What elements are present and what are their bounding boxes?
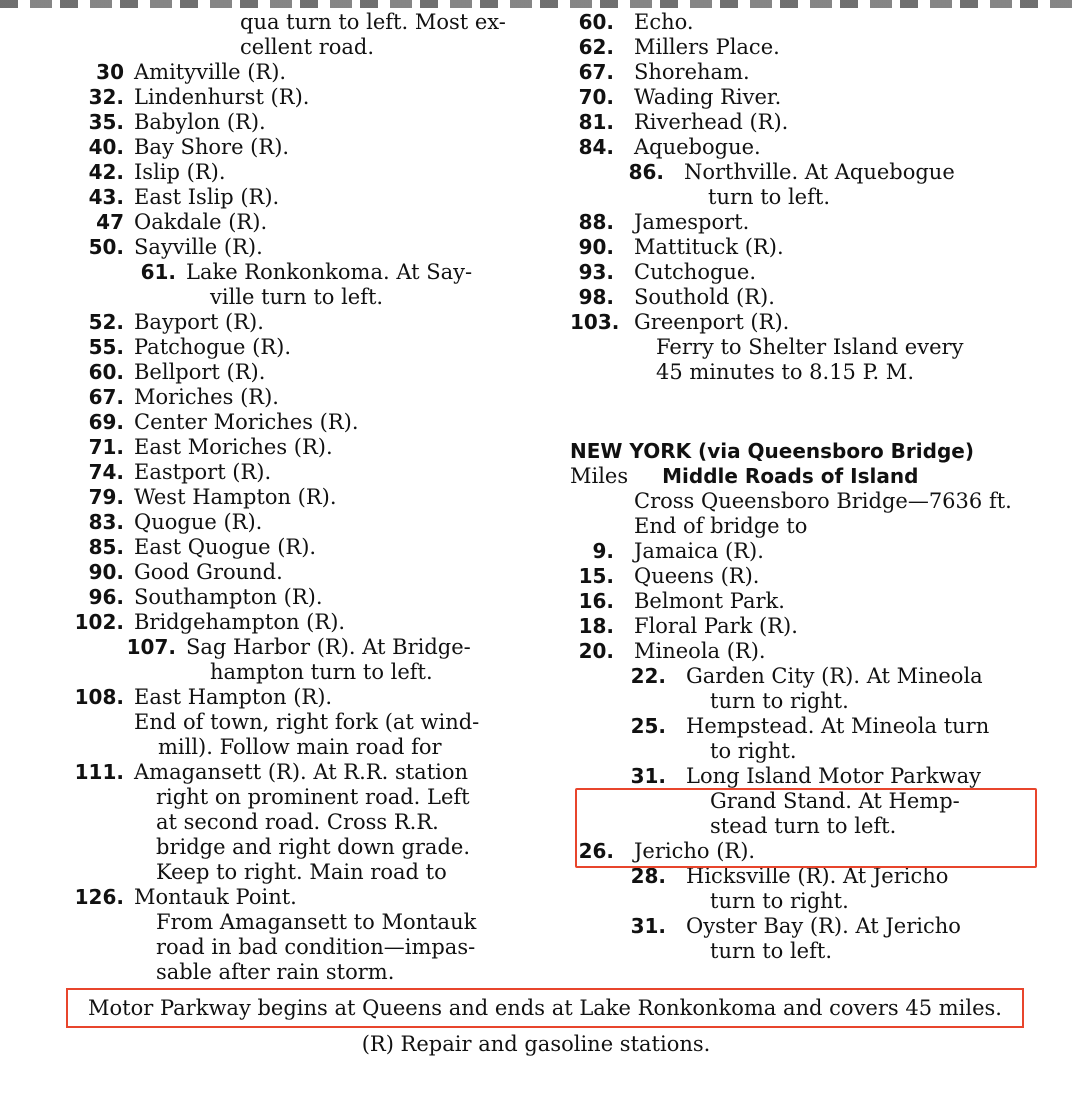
route-entry: 71. East Moriches (R). bbox=[88, 435, 333, 459]
legend-note: (R) Repair and gasoline stations. bbox=[361, 1032, 711, 1056]
route-entry: 18. Floral Park (R). bbox=[578, 614, 798, 638]
route-entry: 60. Bellport (R). bbox=[88, 360, 266, 384]
route-entry: 90. Mattituck (R). bbox=[578, 235, 784, 259]
route-sub-entry: 107. Sag Harbor (R). At Bridge- hampton turn to left. bbox=[126, 635, 471, 684]
route-entry: 108. East Hampton (R). bbox=[74, 685, 333, 709]
route-entry: 43. East Islip (R). bbox=[88, 185, 280, 209]
route-entry: 103. Greenport (R). Ferry to Shelter Island every 45 minutes to 8.15 P. M. bbox=[570, 310, 964, 384]
route-entry: 111. Amagansett (R). At R.R. station right on prominent road. Left at second road. Cross R.R. bridge and right down grade. Keep to right. Main road to bbox=[74, 760, 470, 884]
route-note: End of town, right fork (at wind- mill). Follow main road for bbox=[134, 710, 480, 759]
route-entry: 102. Bridgehampton (R). bbox=[74, 610, 346, 634]
right-column bbox=[570, 10, 1032, 964]
section-subheader bbox=[570, 464, 1032, 489]
route-sub-entry: 61. Lake Ronkonkoma. At Say- ville turn to left. bbox=[140, 260, 473, 309]
route-sub-entry: 31. Oyster Bay (R). At Jericho turn to left. bbox=[630, 914, 961, 963]
intro-text: qua turn to left. Most ex- cellent road. bbox=[240, 10, 506, 59]
torn-page-edge bbox=[0, 0, 1072, 8]
route-entry: 60. Echo. bbox=[578, 10, 694, 34]
route-entry: 52. Bayport (R). bbox=[88, 310, 264, 334]
highlighted-entry-motor-parkway: 31. Long Island Motor Parkway Grand Stand. At Hemp- stead turn to left. bbox=[630, 764, 981, 838]
route-entry: 9. Jamaica (R). bbox=[592, 539, 764, 563]
route-entry: 69. Center Moriches (R). bbox=[88, 410, 359, 434]
route-entry: 32. Lindenhurst (R). bbox=[88, 85, 310, 109]
route-sub-entry: 86. Northville. At Aquebogue turn to left. bbox=[628, 160, 955, 209]
route-entry: 96. Southampton (R). bbox=[88, 585, 323, 609]
route-entry: 35. Babylon (R). bbox=[88, 110, 266, 134]
route-entry: 70. Wading River. bbox=[578, 85, 782, 109]
route-entry: 26. Jericho (R). bbox=[578, 839, 756, 863]
route-entry: 98. Southold (R). bbox=[578, 285, 775, 309]
route-entry: 30 Amityville (R). bbox=[96, 60, 287, 84]
route-entry: 47 Oakdale (R). bbox=[96, 210, 268, 234]
route-entry: 79. West Hampton (R). bbox=[88, 485, 337, 509]
miles-label: Miles bbox=[570, 464, 629, 488]
route-entry: 50. Sayville (R). bbox=[88, 235, 263, 259]
route-entry: 126. Montauk Point. From Amagansett to Montauk road in bad condition—impas- sable after rain storm. bbox=[74, 885, 477, 984]
new-york-section bbox=[570, 439, 1032, 964]
route-entry: 62. Millers Place. bbox=[578, 35, 780, 59]
route-entry: 42. Islip (R). bbox=[88, 160, 226, 184]
route-entry: 84. Aquebogue. bbox=[578, 135, 761, 159]
left-column bbox=[62, 10, 532, 985]
route-entry: 81. Riverhead (R). bbox=[578, 110, 789, 134]
route-entry: 67. Shoreham. bbox=[578, 60, 750, 84]
route-entry: 88. Jamesport. bbox=[578, 210, 750, 234]
route-entry: 15. Queens (R). bbox=[578, 564, 760, 588]
route-entry: 93. Cutchogue. bbox=[578, 260, 757, 284]
route-entry: 40. Bay Shore (R). bbox=[88, 135, 290, 159]
section-subtitle: Middle Roads of Island bbox=[662, 464, 919, 488]
route-sub-entry: 28. Hicksville (R). At Jericho turn to right. bbox=[630, 864, 949, 913]
route-entry: 55. Patchogue (R). bbox=[88, 335, 292, 359]
highlighted-footnote: Motor Parkway begins at Queens and ends at Lake Ronkonkoma and covers 45 miles. bbox=[66, 988, 1024, 1028]
route-entry: 16. Belmont Park. bbox=[578, 589, 785, 613]
route-sub-entry: 22. Garden City (R). At Mineola turn to right. bbox=[630, 664, 983, 713]
route-entry: 83. Quogue (R). bbox=[88, 510, 263, 534]
route-sub-entry: 25. Hempstead. At Mineola turn to right. bbox=[630, 714, 990, 763]
section-title: NEW YORK (via Queensboro Bridge) bbox=[570, 439, 974, 463]
route-entry: 74. Eastport (R). bbox=[88, 460, 272, 484]
bridge-note: Cross Queensboro Bridge—7636 ft. End of bridge to bbox=[634, 489, 1012, 538]
route-entry: 20. Mineola (R). bbox=[578, 639, 766, 663]
route-entry: 85. East Quogue (R). bbox=[88, 535, 317, 559]
route-entry: 90. Good Ground. bbox=[88, 560, 283, 584]
route-entry: 67. Moriches (R). bbox=[88, 385, 279, 409]
